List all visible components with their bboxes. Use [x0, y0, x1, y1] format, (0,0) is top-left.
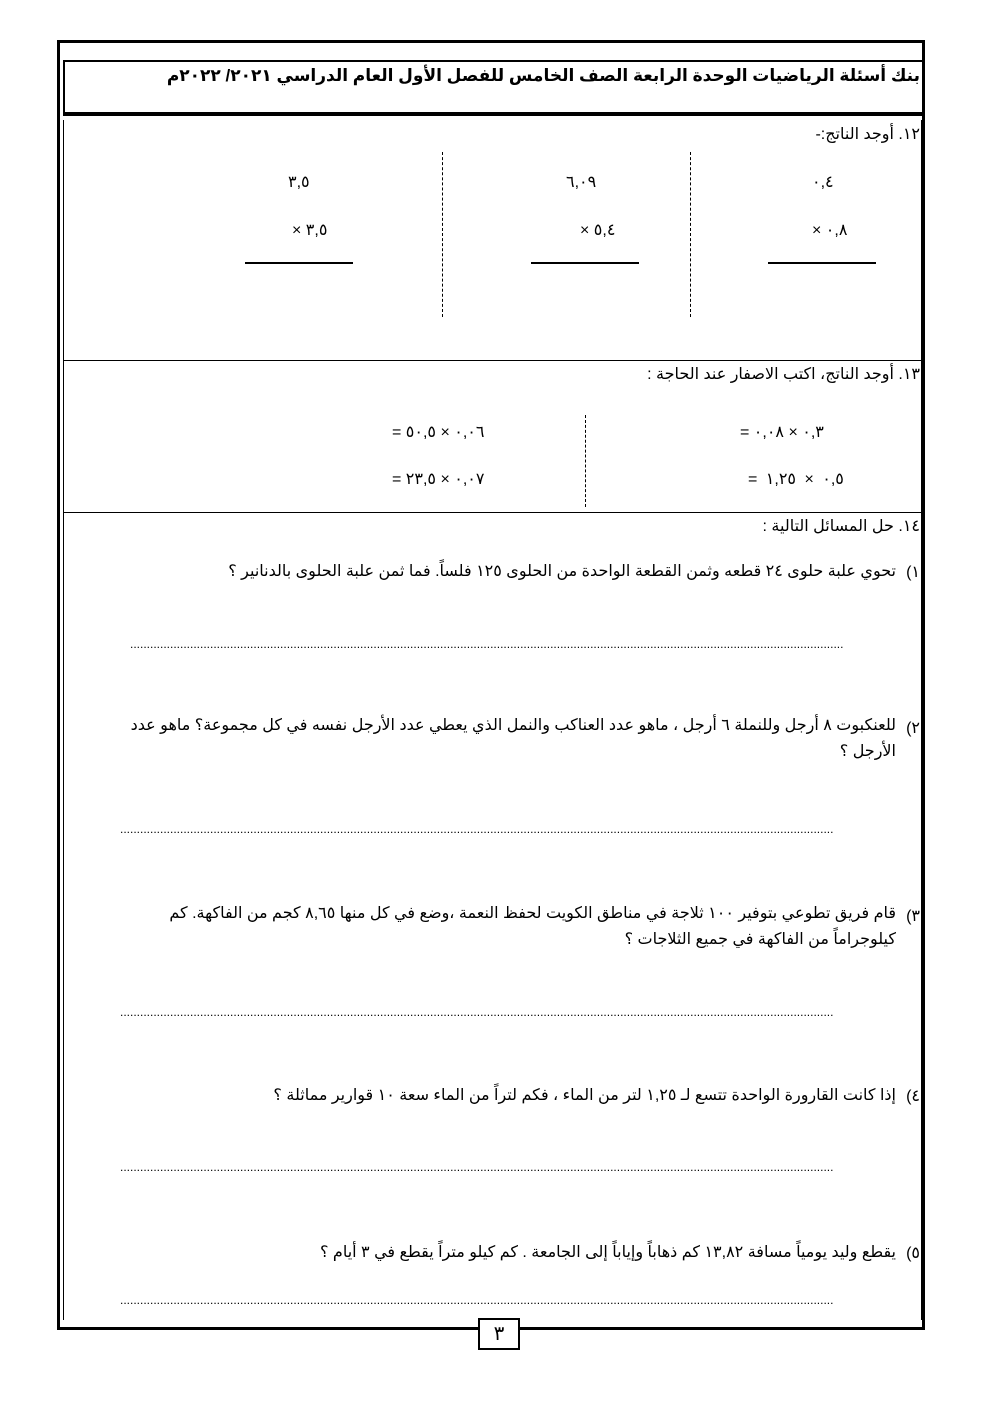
- problem-number: ١): [906, 564, 920, 581]
- answer-line[interactable]: [768, 262, 876, 264]
- question-12-title: ١٢. أوجد الناتج:-: [815, 126, 920, 143]
- expression: = ٠,٠٧ × ٢٣,٥: [392, 471, 485, 488]
- problem-number: ٥): [906, 1245, 920, 1262]
- divider: [63, 512, 923, 513]
- problem-text: للعنكبوت ٨ أرجل وللنملة ٦ أرجل ، ماهو عدد العناكب والنمل الذي يعطي عدد الأرجل نفسه في كل مجموعة؟ ماهو عدد الأرجل ؟: [130, 717, 896, 760]
- problem-text: يقطع وليد يومياً مسافة ١٣,٨٢ كم ذهاباً وإياباً إلى الجامعة . كم كيلو متراً يقطع في ٣ أيام ؟: [319, 1244, 896, 1261]
- page-title: بنك أسئلة الرياضيات الوحدة الرابعة الصف الخامس للفصل الأول العام الدراسي ٢٠٢١/ ٢٠٢٢م: [166, 66, 920, 85]
- column-divider: [585, 415, 586, 507]
- column-divider: [442, 152, 443, 317]
- expression: = ٠,٥ × ١,٢٥: [748, 471, 844, 488]
- problem-number: ٢): [906, 720, 920, 737]
- problem-number: ٣): [906, 908, 920, 925]
- problem-text: إذا كانت القارورة الواحدة تتسع لـ ١,٢٥ لتر من الماء ، فكم لتراً من الماء سعة ١٠ قوارير مماثلة ؟: [273, 1087, 896, 1104]
- answer-line[interactable]: ......................................................................................................................................................................................................................: [120, 1005, 834, 1019]
- problem-text: تحوي علبة حلوى ٢٤ قطعه وثمن القطعة الواحدة من الحلوى ١٢٥ فلساً. فما ثمن علبة الحلوى بالدنانير ؟: [228, 563, 896, 580]
- multiplicand: ٣,٥: [288, 174, 310, 191]
- expression: = ٠,٣ × ٠,٠٨: [740, 424, 824, 441]
- page-number: ٣: [478, 1318, 520, 1350]
- question-13-title: ١٣. أوجد الناتج، اكتب الاصفار عند الحاجة :: [647, 366, 920, 383]
- multiplicand: ٦,٠٩: [566, 174, 597, 191]
- answer-line[interactable]: [531, 262, 639, 264]
- answer-line[interactable]: ......................................................................................................................................................................................................................: [120, 1160, 834, 1174]
- divider: [63, 360, 923, 361]
- problem-text: قام فريق تطوعي بتوفير ١٠٠ ثلاجة في مناطق الكويت لحفظ النعمة ،وضع في كل منها ٨,٦٥ كجم من الفاكهة. كم كيلوجراماً من الفاكهة في جميع الثلاجات ؟: [169, 905, 896, 948]
- expression: = ٠,٠٦ × ٥٠,٥: [392, 424, 485, 441]
- problem-number: ٤): [906, 1088, 920, 1105]
- answer-line[interactable]: ......................................................................................................................................................................................................................: [120, 1293, 834, 1307]
- multiplicand: ٠,٤: [812, 174, 834, 191]
- answer-line[interactable]: ......................................................................................................................................................................................................................: [130, 637, 844, 651]
- answer-line[interactable]: [245, 262, 353, 264]
- question-14-title: ١٤. حل المسائل التالية :: [762, 518, 920, 535]
- multiplier: × ٥,٤: [580, 222, 616, 239]
- multiplier: × ٣,٥: [292, 222, 328, 239]
- answer-line[interactable]: ......................................................................................................................................................................................................................: [120, 822, 834, 836]
- multiplier: × ٠,٨: [812, 222, 848, 239]
- column-divider: [690, 152, 691, 317]
